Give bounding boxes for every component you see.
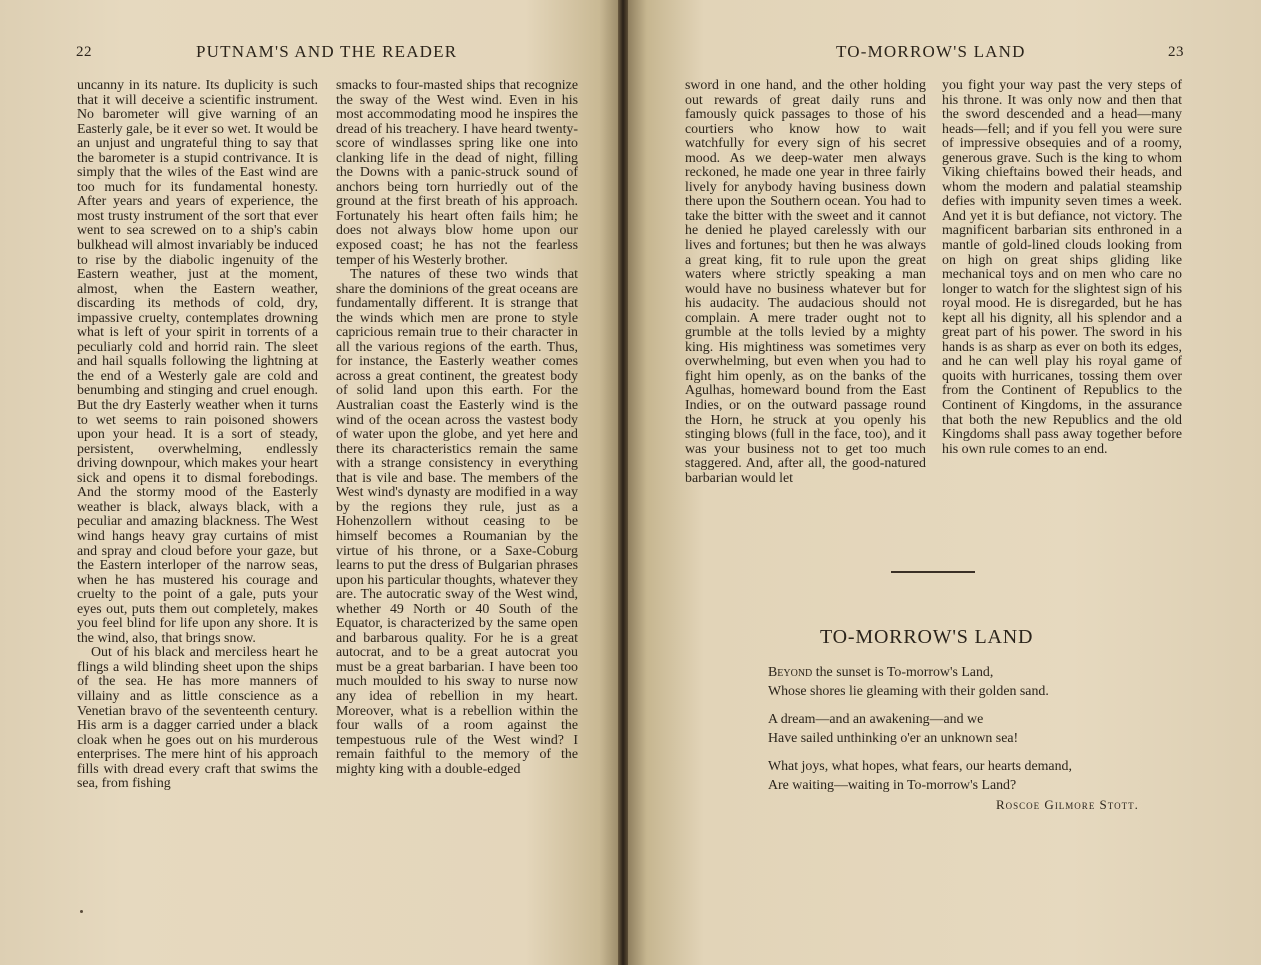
text-column-1 xyxy=(77,79,318,792)
poem-author: Roscoe Gilmore Stott. xyxy=(996,797,1139,812)
paragraph: sword in one hand, and the other holding out rewards of great daily runs and famously quick passages to those of his courtiers who know how to wait watchfully for every sign of his secret mood. As we deep-water men always reckoned, he made one year in three fairly lively for anybody having business down there upon the Southern ocean. You had to take the bitter with the sweet and it cannot he denied he played carelessly with our lives and fortunes; but then he was always a great king, fit to rule upon the great waters where strictly speaking a man would have no business whatever but for his audacity. The audacious should not complain. A mere trader ought not to grumble at the tolls levied by a mighty king. His mightiness was sometimes very overwhelming, but even when you had to fight him openly, as on the banks of the Agulhas, homeward bound from the East Indies, or on the outward passage round the Horn, he struck at you openly his stinging blows (full in the face, too), and it was your business not to get too much staggered. And, after all, the good-natured barbarian would let xyxy=(685,78,926,486)
poem-stanza-1 xyxy=(768,663,1049,701)
poem-line: Whose shores lie gleaming with their golden sand. xyxy=(768,684,1049,699)
poem-stanza-2 xyxy=(768,710,1018,748)
page-number: 23 xyxy=(1168,44,1184,60)
text-column-1 xyxy=(685,79,926,486)
poem-line: A dream—and an awakening—and we xyxy=(768,712,984,727)
page-mark xyxy=(80,910,83,913)
poem-stanza-3 xyxy=(768,757,1072,795)
paragraph: smacks to four-masted ships that recognize the sway of the West wind. Even in his most accommodating mood he inspires the dread of his treachery. I have heard twenty-score of windlasses spring like one into clanking life in the dead of night, filling the Downs with a panic-struck sound of anchors being torn hurriedly out of the ground at the first breath of his approach. Fortunately his heart often fails him; he does not always blow home upon our exposed coast; he has not the fearless temper of his Westerly brother. xyxy=(336,78,578,268)
right-page xyxy=(628,0,1261,965)
poem-line: What joys, what hopes, what fears, our hearts demand, xyxy=(768,759,1072,774)
text-column-2 xyxy=(336,79,578,777)
poem-line: Beyond the sunset is To-morrow's Land, xyxy=(768,665,994,680)
poem-line: Are waiting—waiting in To-morrow's Land? xyxy=(768,778,1017,793)
poem-title: TO-MORROW'S LAND xyxy=(820,626,1034,648)
paragraph: The natures of these two winds that share the dominions of the great oceans are fundamentally different. It is strange that the winds which men are prone to style capricious remain true to their character in all the various regions of the earth. Thus, for instance, the Easterly weather comes across a great continent, the greatest body of solid land upon this earth. For the Australian coast the Easterly wind is the wind of the ocean across the vastest body of water upon the globe, and yet here and there its characteristics remain the same with a strange consistency in everything that is vile and base. The members of the West wind's dynasty are modified in a way by the regions they rule, just as a Hohenzollern without ceasing to be himself becomes a Roumanian by the virtue of his throne, or a Saxe-Coburg learns to put the dress of Bulgarian phrases upon his particular thoughts, whatever they are. The autocratic sway of the West wind, whether 49 North or 40 South of the Equator, is characterized by the same open and barbarous quality. For he is a great autocrat, and to be a great autocrat you must be a great barbarian. I have been too much moulded to his sway to nurse now any idea of rebellion in my heart. Moreover, what is a rebellion within the four walls of a room against the tempestuous rule of the West wind? I remain faithful to the memory of the mighty king with a double-edged xyxy=(336,267,578,777)
left-page xyxy=(0,0,618,965)
poem-first-word: Beyond xyxy=(768,665,813,680)
paragraph: you fight your way past the very steps of his throne. It was only now and then that the sword descended and a head—many heads—fell; and if you fell you were sure of impressive obsequies and of a roomy, generous grave. Such is the king to whom Viking chieftains bowed their heads, and whom the modern and palatial steamship defies with impunity seven times a week. And yet it is but defiance, not victory. The magnificent barbarian sits enthroned in a mantle of gold-lined clouds looking from on high on great ships gliding like mechanical toys and on men who care no longer to watch for the slightest sign of his royal mood. He is disregarded, but he has kept all his dignity, all his splendor and a great part of his power. The sword in his hands is as sharp as ever on both its edges, and he can well play his royal game of quoits with hurricanes, tossing them over from the Continent of Republics to the Continent of Kingdoms, in the assurance that both the new Republics and the old Kingdoms shall pass away together before his own rule comes to an end. xyxy=(942,78,1182,457)
running-head: PUTNAM'S AND THE READER xyxy=(196,42,458,61)
page-number: 22 xyxy=(76,44,92,60)
poem-line: Have sailed unthinking o'er an unknown sea! xyxy=(768,731,1019,746)
paragraph: Out of his black and merciless heart he flings a wild blinding sheet upon the ships of the sea. He has more manners of villainy and as little conscience as a Venetian bravo of the seventeenth century. His arm is a dagger carried under a black cloak when he goes out on his murderous enterprises. The mere hint of his approach fills with dread every craft that swims the sea, from fishing xyxy=(77,645,318,792)
running-head: TO-MORROW'S LAND xyxy=(836,42,1026,61)
book-gutter xyxy=(618,0,628,965)
text-column-2 xyxy=(942,79,1182,457)
section-divider xyxy=(891,571,975,573)
paragraph: uncanny in its nature. Its duplicity is such that it will deceive a scientific instrument. No barometer will give warning of an Easterly gale, be it ever so wet. It would be an unjust and ungrateful thing to say that the barometer is a stupid contrivance. It is simply that the wiles of the East wind are too much for its fundamental honesty. After years and years of experience, the most trusty instrument of the sort that ever went to sea screwed on to a ship's cabin bulkhead will almost invariably be induced to rise by the diabolic ingenuity of the Eastern weather, just at the moment, almost, when the Eastern weather, discarding its methods of cold, dry, impassive cruelty, contemplates drowning what is left of your spirit in torrents of a peculiarly cold and horrid rain. The sleet and hail squalls following the lightning at the end of a Westerly gale are cold and benumbing and stinging and cruel enough. But the dry Easterly weather when it turns to wet seems to rain poisoned showers upon your head. It is a sort of steady, persistent, overwhelming, endlessly driving downpour, which makes your heart sick and opens it to dismal forebodings. And the stormy mood of the Easterly weather is black, always black, with a peculiar and amazing blackness. The West wind hangs heavy gray curtains of mist and spray and cloud before your gaze, but the Eastern interloper of the narrow seas, when he has mustered his courage and cruelty to the point of a gale, puts your eyes out, puts them out completely, makes you feel blind for life upon any shore. It is the wind, also, that brings snow. xyxy=(77,78,318,646)
